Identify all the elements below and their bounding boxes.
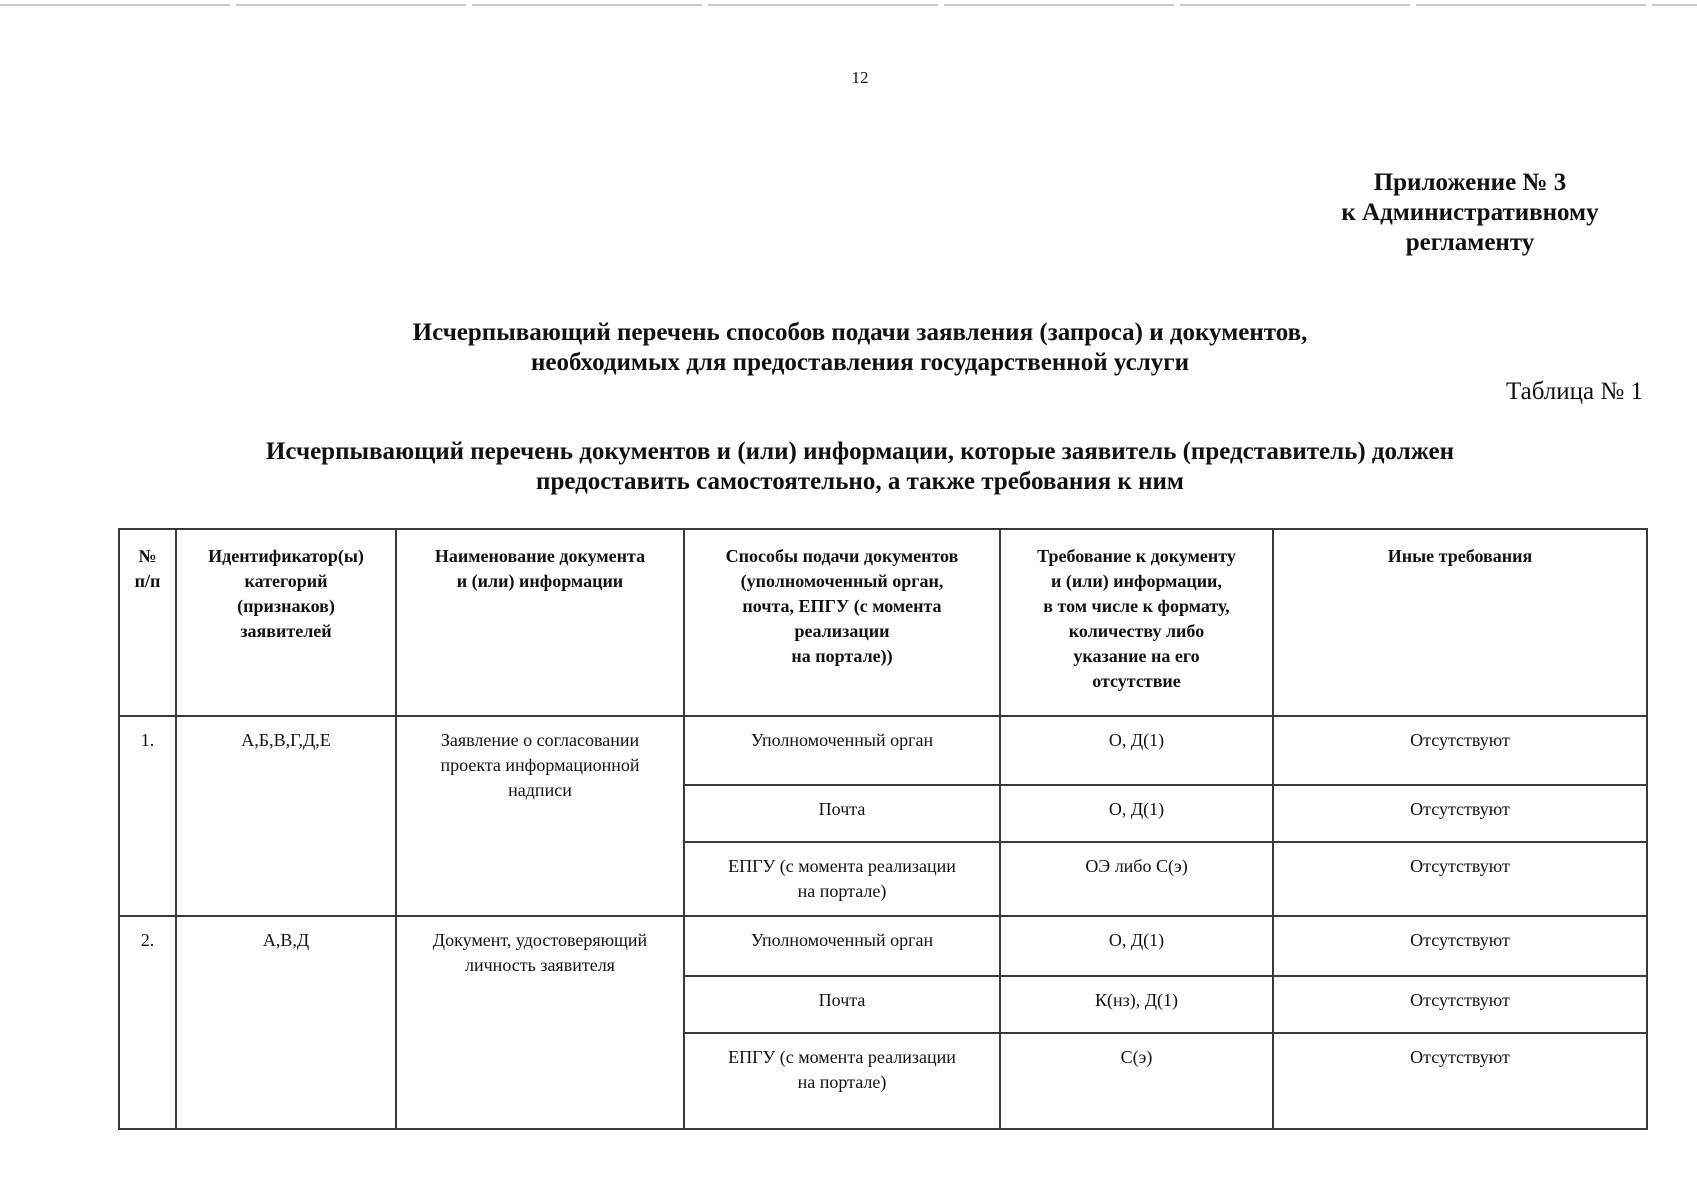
scan-artifact-line bbox=[0, 4, 1697, 6]
requirement-cell: К(нз), Д(1) bbox=[1000, 976, 1273, 1033]
header-submission-methods-line: почта, ЕПГУ (с момента bbox=[742, 596, 942, 616]
appendix-heading bbox=[1290, 168, 1650, 258]
header-number-line: п/п bbox=[134, 571, 161, 591]
header-document-requirement bbox=[1000, 529, 1273, 716]
header-document-requirement-line: указание на его bbox=[1073, 646, 1200, 666]
document-name-cell bbox=[396, 916, 684, 1129]
header-identifiers-line: Идентификатор(ы) bbox=[208, 546, 364, 566]
identifiers-cell: А,Б,В,Г,Д,Е bbox=[176, 716, 396, 916]
other-requirements-cell: Отсутствуют bbox=[1273, 716, 1647, 785]
row-number-cell: 1. bbox=[119, 716, 176, 916]
document-name-line: Заявление о согласовании bbox=[440, 730, 640, 750]
document-name-line: надписи bbox=[508, 780, 572, 800]
document-name-cell bbox=[396, 716, 684, 916]
requirement-cell: С(э) bbox=[1000, 1033, 1273, 1129]
document-title bbox=[270, 318, 1450, 378]
other-requirements-cell: Отсутствуют bbox=[1273, 842, 1647, 916]
header-document-name-line: и (или) информации bbox=[456, 571, 624, 591]
header-document-name bbox=[396, 529, 684, 716]
document-title-line-2: необходимых для предоставления государственной услуги bbox=[531, 349, 1189, 376]
submission-method-line: ЕПГУ (с момента реализации bbox=[728, 856, 956, 876]
submission-method-line: на портале) bbox=[797, 881, 887, 901]
submission-method-line: Почта bbox=[818, 799, 866, 819]
header-document-requirement-line: Требование к документу bbox=[1037, 546, 1236, 566]
documents-table bbox=[118, 528, 1648, 1130]
other-requirements-cell: Отсутствуют bbox=[1273, 976, 1647, 1033]
header-submission-methods-line: на портале)) bbox=[791, 646, 893, 666]
table-row bbox=[119, 916, 1647, 976]
table-number: Таблица № 1 bbox=[1505, 378, 1643, 405]
document-name-line: личность заявителя bbox=[465, 955, 615, 975]
header-submission-methods-line: реализации bbox=[794, 621, 890, 641]
header-number bbox=[119, 529, 176, 716]
row-number-cell: 2. bbox=[119, 916, 176, 1129]
table-header-row bbox=[119, 529, 1647, 716]
appendix-line-2: к Административному bbox=[1341, 199, 1599, 226]
header-submission-methods-line: Способы подачи документов bbox=[725, 546, 959, 566]
header-document-name-line: Наименование документа bbox=[434, 546, 646, 566]
header-number-line: № bbox=[138, 546, 157, 566]
page-number: 12 bbox=[851, 68, 869, 87]
header-document-requirement-line: количеству либо bbox=[1068, 621, 1205, 641]
submission-method-line: ЕПГУ (с момента реализации bbox=[728, 1047, 956, 1067]
submission-method-cell bbox=[684, 916, 1000, 976]
header-other-requirements-line: Иные требования bbox=[1387, 546, 1533, 566]
header-submission-methods bbox=[684, 529, 1000, 716]
other-requirements-cell: Отсутствуют bbox=[1273, 1033, 1647, 1129]
requirement-cell: ОЭ либо С(э) bbox=[1000, 842, 1273, 916]
appendix-line-3: регламенту bbox=[1405, 229, 1535, 256]
submission-method-cell bbox=[684, 1033, 1000, 1129]
submission-method-cell bbox=[684, 976, 1000, 1033]
submission-method-line: Уполномоченный орган bbox=[750, 930, 934, 950]
requirement-cell: О, Д(1) bbox=[1000, 716, 1273, 785]
header-document-requirement-line: отсутствие bbox=[1092, 671, 1181, 691]
submission-method-cell bbox=[684, 716, 1000, 785]
other-requirements-cell: Отсутствуют bbox=[1273, 785, 1647, 842]
document-name-line: проекта информационной bbox=[440, 755, 640, 775]
header-document-requirement-line: в том числе к формату, bbox=[1043, 596, 1230, 616]
appendix-line-1: Приложение № 3 bbox=[1373, 169, 1567, 196]
submission-method-cell bbox=[684, 842, 1000, 916]
header-other-requirements bbox=[1273, 529, 1647, 716]
header-document-requirement-line: и (или) информации, bbox=[1051, 571, 1222, 591]
header-identifiers-line: (признаков) bbox=[237, 596, 335, 616]
requirement-cell: О, Д(1) bbox=[1000, 785, 1273, 842]
header-identifiers-line: заявителей bbox=[240, 621, 332, 641]
document-title-line-1: Исчерпывающий перечень способов подачи заявления (запроса) и документов, bbox=[412, 319, 1308, 346]
requirement-cell: О, Д(1) bbox=[1000, 916, 1273, 976]
table-title-line-2: предоставить самостоятельно, а также требования к ним bbox=[536, 468, 1184, 495]
submission-method-line: Уполномоченный орган bbox=[750, 730, 934, 750]
document-name-line: Документ, удостоверяющий bbox=[432, 930, 648, 950]
submission-method-cell bbox=[684, 785, 1000, 842]
identifiers-cell: А,В,Д bbox=[176, 916, 396, 1129]
table-title-line-1: Исчерпывающий перечень документов и (или) информации, которые заявитель (представитель) должен bbox=[265, 438, 1455, 465]
table-row bbox=[119, 716, 1647, 785]
submission-method-line: на портале) bbox=[797, 1072, 887, 1092]
table-title bbox=[150, 437, 1570, 497]
submission-method-line: Почта bbox=[818, 990, 866, 1010]
header-identifiers bbox=[176, 529, 396, 716]
header-identifiers-line: категорий bbox=[244, 571, 328, 591]
header-submission-methods-line: (уполномоченный орган, bbox=[740, 571, 944, 591]
other-requirements-cell: Отсутствуют bbox=[1273, 916, 1647, 976]
